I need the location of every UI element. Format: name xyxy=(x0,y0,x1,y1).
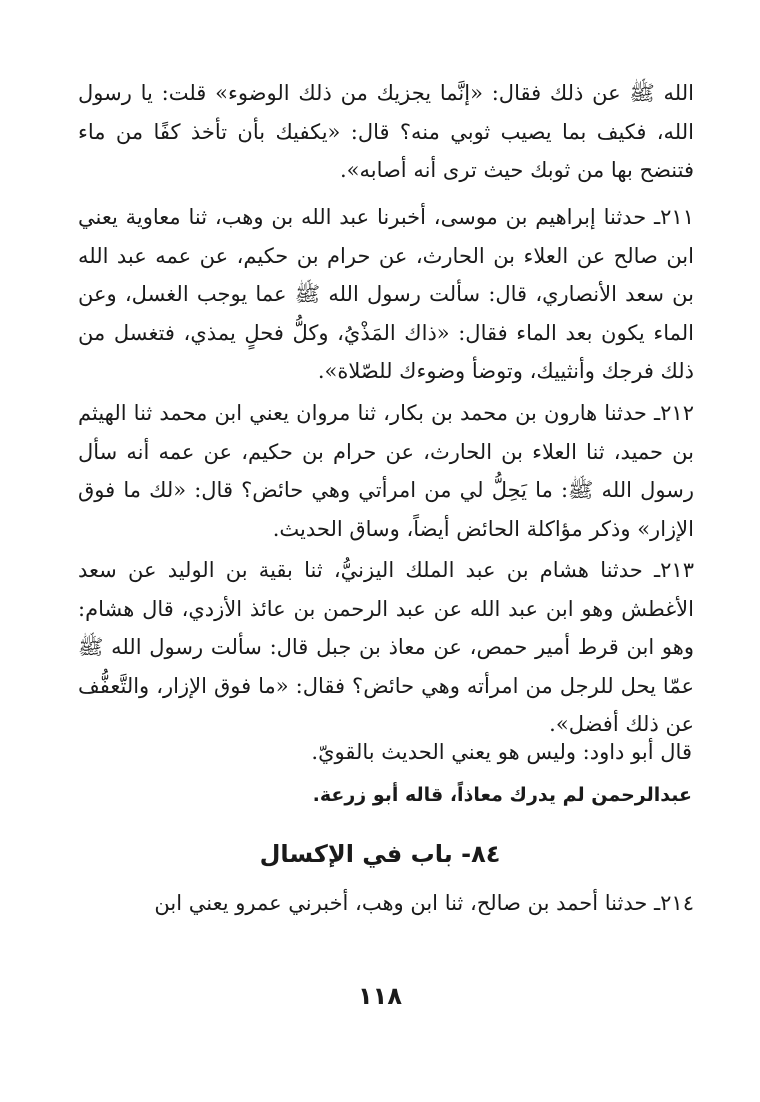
page-number: ١١٨ xyxy=(358,982,402,1010)
bold-note: عبدالرحمن لم يدرك معاذاً، قاله أبو زرعة. xyxy=(312,784,692,806)
abu-dawud-note: قال أبو داود: وليس هو يعني الحديث بالقويّ. xyxy=(311,740,692,764)
paragraph-continuation: الله ﷺ عن ذلك فقال: «إنَّما يجزيك من ذلك الوضوء» قلت: يا رسول الله، فكيف بما يصيب ثوبي منه؟ قال: «يكفيك بأن تأخذ كفًا من ماء فتنضح بها من ثوبك حيث ترى أنه أصابه». xyxy=(78,81,694,182)
hadith-213-paragraph: ٢١٣ـ حدثنا هشام بن عبد الملك اليزنيُّ، ثنا بقية بن الوليد عن سعد الأغطش وهو ابن عبد الله عن عبد الرحمن بن عائذ الأزدي، قال هشام: وهو ابن قرط أمير حمص، عن معاذ بن جبل قال: سألت رسول الله ﷺ عمّا يحل للرجل من امرأته وهي حائض؟ فقال: «ما فوق الإزار، والتَّعفُّف عن ذلك أفضل». xyxy=(78,558,694,736)
hadith-211-paragraph: ٢١١ـ حدثنا إبراهيم بن موسى، أخبرنا عبد الله بن وهب، ثنا معاوية يعني ابن صالح عن العلاء بن الحارث، عن حرام بن حكيم، عن عمه عبد الله بن سعد الأنصاري، قال: سألت رسول الله ﷺ عما يوجب الغسل، وعن الماء يكون بعد الماء فقال: «ذاك المَذْيُ، وكلُّ فحلٍ يمذي، فتغسل من ذلك فرجك وأنثييك، وتوضأ وضوءك للصّلاة». xyxy=(78,205,694,383)
chapter-heading: ٨٤- باب في الإكسال xyxy=(259,840,501,868)
hadith-214-paragraph: ٢١٤ـ حدثنا أحمد بن صالح، ثنا ابن وهب، أخبرني عمرو يعني ابن xyxy=(154,891,694,915)
hadith-212-paragraph: ٢١٢ـ حدثنا هارون بن محمد بن بكار، ثنا مروان يعني ابن محمد ثنا الهيثم بن حميد، ثنا العلاء بن الحارث، عن حرام بن حكيم، عن عمه أنه سأل رسول الله ﷺ: ما يَحِلُّ لي من امرأتي وهي حائض؟ قال: «لك ما فوق الإزار» وذكر مؤاكلة الحائض أيضاً، وساق الحديث. xyxy=(78,401,694,541)
